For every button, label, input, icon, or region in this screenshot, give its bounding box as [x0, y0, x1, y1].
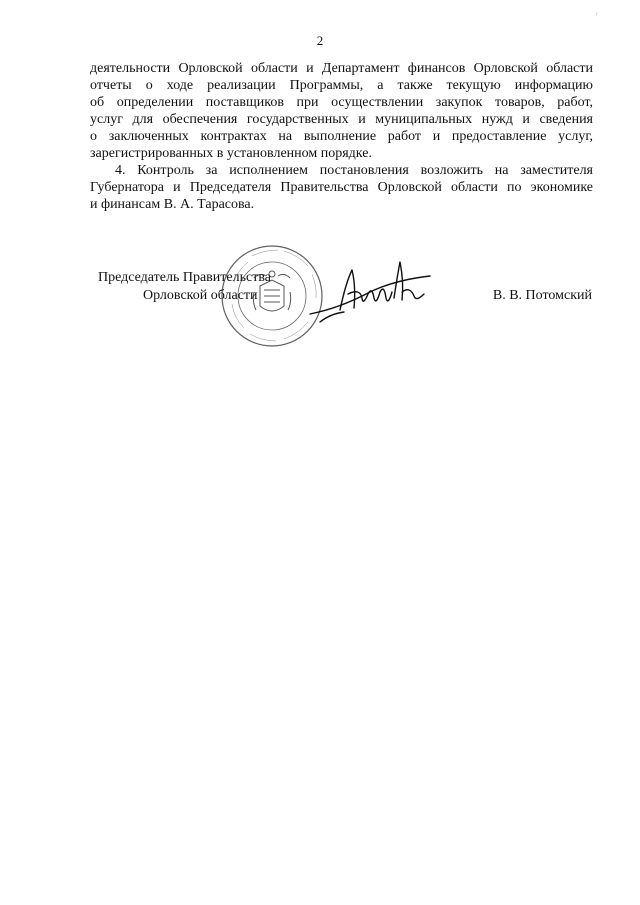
paragraph-line: деятельности Орловской области и Департамент финансов Орловской области [90, 61, 593, 76]
paragraph-line: Губернатора и Председателя Правительства Орловской области по экономике [90, 180, 593, 195]
paragraph-line: об определении поставщиков при осуществлении закупок товаров, работ, [90, 95, 593, 110]
signatory-title-line1: Председатель Правительства [98, 270, 271, 285]
paragraph-line: 4. Контроль за исполнением постановления возложить на заместителя [115, 163, 593, 178]
signatory-name: В. В. Потомский [492, 288, 592, 303]
handwritten-signature-icon [300, 252, 440, 332]
paragraph-line: о заключенных контрактах на выполнение работ и предоставление услуг, [90, 129, 593, 144]
corner-mark: · [595, 10, 598, 19]
signature-block [0, 260, 640, 340]
signatory-title-line2: Орловской области [143, 288, 258, 303]
paragraph-line: зарегистрированных в установленном порядке. [90, 146, 372, 161]
paragraph-line: отчеты о ходе реализации Программы, а также текущую информацию [90, 78, 593, 93]
page-number: 2 [316, 33, 324, 48]
body-text [90, 60, 593, 213]
paragraph-line: услуг для обеспечения государственных и муниципальных нужд и сведения [90, 112, 593, 127]
paragraph-line: и финансам В. А. Тарасова. [90, 197, 255, 212]
